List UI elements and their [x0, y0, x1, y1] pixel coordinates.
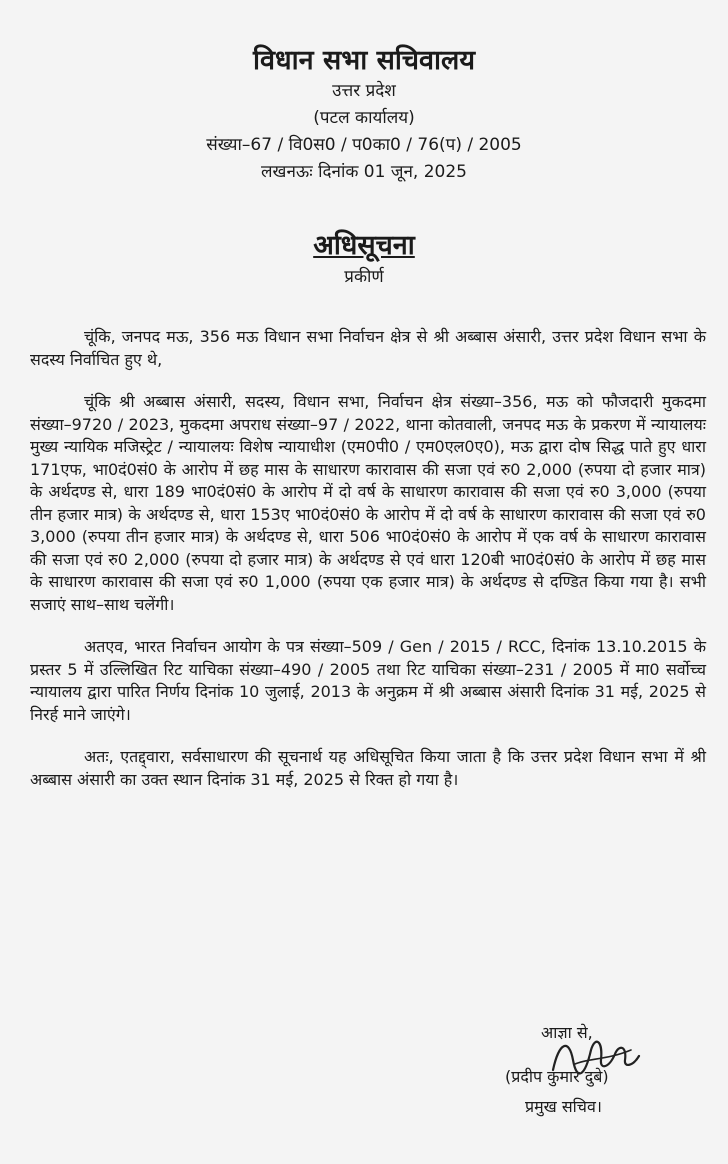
paragraph-election: चूंकि, जनपद मऊ, 356 मऊ विधान सभा निर्वाचन क्षेत्र से श्री अब्बास अंसारी, उत्तर प्रदेश विधान सभा के सदस्य निर्वाचित हुए थे,	[30, 327, 706, 369]
office-name: (पटल कार्यालय)	[313, 108, 415, 128]
paragraph-vacancy: अतः, एतद्द्वारा, सर्वसाधारण की सूचनार्थ यह अधिसूचित किया जाता है कि उत्तर प्रदेश विधान सभा में श्री अब्बास अंसारी का उक्त स्थान दिनांक 31 मई, 2025 से रिक्त हो गया है।	[30, 747, 706, 789]
state-name: उत्तर प्रदेश	[332, 81, 396, 101]
paragraph-conviction: चूंकि श्री अब्बास अंसारी, सदस्य, विधान सभा, निर्वाचन क्षेत्र संख्या–356, मऊ को फौजदारी मुकदमा संख्या–9720 / 2023, मुकदमा अपराध संख्या–97 / 2022, थाना कोतवाली, जनपद मऊ के प्रकरण में न्यायालयः मुख्य न्यायिक मजिस्ट्रेट / न्यायालयः विशेष न्यायाधीश (एम0पी0 / एम0एल0ए0), मऊ द्वारा दोष सिद्ध पाते हुए धारा 171एफ, भा0दं0सं0 के आरोप में छह मास के साधारण कारावास की सजा एवं रु0 2,000 (रुपया दो हजार मात्र) के अर्थदण्ड से, धारा 189 भा0दं0सं0 के आरोप में दो वर्ष के साधारण कारावास की सजा एवं रु0 3,000 (रुपया तीन हजार मात्र) के अर्थदण्ड से, धारा 153ए भा0दं0सं0 के आरोप में दो वर्ष के साधारण कारावास की सजा एवं रु0 3,000 (रुपया तीन हजार मात्र) के अर्थदण्ड से, धारा 506 भा0दं0सं0 के आरोप में एक वर्ष के साधारण कारावास की सजा एवं रु0 2,000 (रुपया दो हजार मात्र) के अर्थदण्ड से एवं धारा 120बी भा0दं0सं0 के आरोप में छह मास के साधारण कारावास की सजा एवं रु0 1,000 (रुपया एक हजार मात्र) के अर्थदण्ड से दण्डित किया गया है। सभी सजाएं साथ–साथ चलेंगी।	[30, 392, 706, 614]
secretariat-title: विधान सभा सचिवालय	[253, 45, 475, 76]
place-date: लखनऊः दिनांक 01 जून, 2025	[261, 162, 467, 182]
paragraph-disqualification: अतएव, भारत निर्वाचन आयोग के पत्र संख्या–509 / Gen / 2015 / RCC, दिनांक 13.10.2015 के प्रस्तर 5 में उल्लिखित रिट याचिका संख्या–490 / 2005 तथा रिट याचिका संख्या–231 / 2005 में मा0 सर्वोच्च न्यायालय द्वारा पारित निर्णय दिनांक 10 जुलाई, 2013 के अनुक्रम में श्री अब्बास अंसारी दिनांक 31 मई, 2025 से निरर्ह माने जाएंगे।	[30, 637, 706, 724]
notification-heading	[0, 230, 728, 290]
signatory-name-line	[505, 1062, 705, 1092]
signatory-name: (प्रदीप कुमार दुबे)	[505, 1067, 609, 1086]
signatory-designation: प्रमुख सचिव।	[525, 1097, 602, 1116]
notification-body	[30, 326, 706, 811]
order-text: आज्ञा से,	[541, 1023, 593, 1042]
notification-subtitle: प्रकीर्ण	[344, 267, 384, 287]
reference-number: संख्या–67 / वि0स0 / प0का0 / 76(प) / 2005	[206, 135, 522, 155]
notification-title: अधिसूचना	[313, 230, 415, 261]
handwritten-signature-icon	[545, 1030, 645, 1084]
document-header	[0, 44, 728, 186]
signature-block	[505, 1018, 705, 1122]
